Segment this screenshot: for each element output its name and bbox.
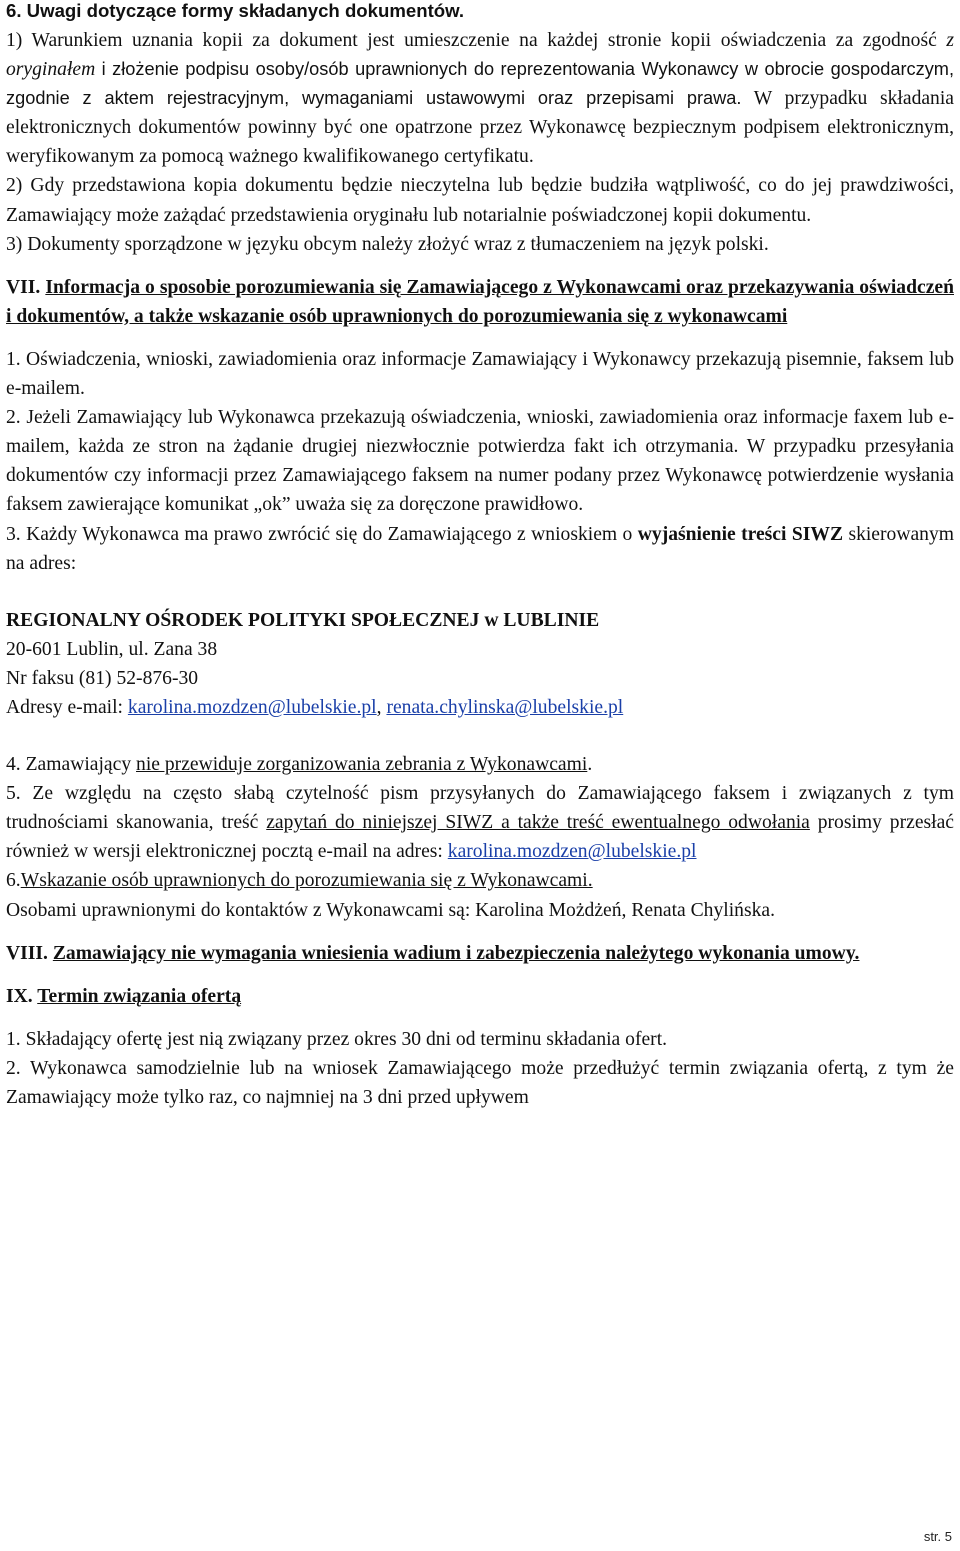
section-7-title: Informacja o sposobie porozumiewania się Zamawiającego z Wykonawcami oraz przekazywania oświadczeń i dokumentów, a także wskazanie osób uprawnionych do porozumiewania się z wykonawcami: [6, 276, 954, 327]
section-6-paragraph-2: 2) Gdy przedstawiona kopia dokumentu będzie nieczytelna lub będzie budziła wątpliwość, co do jej prawdziwości, Zamawiający może zażądać przedstawienia oryginału lub notarialnie poświadczonej kopii dokumentu.: [6, 175, 954, 226]
section-7-item-5: [6, 779, 954, 866]
item-5-text-a: 5. Ze względu na często słabą czytelność pism przysyłanych do Zamawiającego faksem i związanych z tym trudnościami skanowania, treść: [6, 783, 954, 834]
item-3-bold: wyjaśnienie treści SIWZ: [637, 523, 844, 545]
section-7-heading: [6, 273, 954, 331]
item-3-text-b: skierowanym na adres:: [6, 523, 955, 574]
p1-text-b: i złożenie podpisu osoby/osób uprawnionych do reprezentowania Wykonawcy w obrocie gospodarczym, zgodnie z aktem rejestracyjnym, wymaganiami ustawowymi oraz przepisami prawa.: [6, 59, 954, 109]
item-4-text-a: 4. Zamawiający: [6, 754, 132, 776]
section-7-item-3: [6, 520, 954, 578]
p1-italic: z oryginałem: [6, 30, 954, 81]
section-6-paragraph-3: 3) Dokumenty sporządzone w języku obcym należy złożyć wraz z tłumaczeniem na język polski.: [6, 233, 769, 255]
item-4-text-b: .: [587, 754, 593, 776]
section-7-item-4: [6, 750, 954, 779]
item-5-text-b: prosimy przesłać również w wersji elektronicznej pocztą e-mail na adres:: [6, 812, 954, 863]
email-label: Adresy e-mail:: [6, 696, 123, 718]
section-9-item-1: 1. Składający ofertę jest nią związany przez okres 30 dni od terminu składania ofert.: [6, 1028, 668, 1050]
section-9-item-2: 2. Wykonawca samodzielnie lub na wniosek Zamawiającego może przedłużyć termin związania ofertą, z tym że Zamawiający może tylko raz, co najmniej na 3 dni przed upływem: [6, 1057, 954, 1108]
organization-emails: [6, 693, 954, 722]
section-9-title: Termin związania ofertą: [37, 985, 242, 1007]
section-8-number: VIII.: [6, 942, 48, 964]
item-6-underlined: Wskazanie osób uprawnionych do porozumiewania się z Wykonawcami.: [20, 870, 593, 892]
section-9-number: IX.: [6, 985, 33, 1007]
section-9-heading: [6, 982, 954, 1011]
section-6-heading: 6. Uwagi dotyczące formy składanych dokumentów.: [6, 0, 465, 21]
p1-text-c: W przypadku składania elektronicznych dokumentów powinny być one opatrzone przez Wykonawcę bezpiecznym podpisem elektronicznym, weryfikowanym za pomocą ważnego kwalifikowanego certyfikatu.: [6, 88, 954, 168]
organization-fax: Nr faksu (81) 52-876-30: [6, 667, 199, 689]
item-4-underlined: nie przewiduje zorganizowania zebrania z Wykonawcami: [136, 754, 588, 776]
email-link-karolina[interactable]: karolina.mozdzen@lubelskie.pl: [127, 696, 377, 718]
section-6-paragraph-1: [6, 26, 954, 171]
organization-address: 20-601 Lublin, ul. Zana 38: [6, 638, 218, 660]
section-7-item-6-text: Osobami uprawnionymi do kontaktów z Wykonawcami są: Karolina Możdżeń, Renata Chylińska.: [6, 899, 775, 921]
section-7-item-1: 1. Oświadczenia, wnioski, zawiadomienia oraz informacje Zamawiający i Wykonawcy przekazują pisemnie, faksem lub e-mailem.: [6, 348, 954, 400]
item-3-text-a: 3. Każdy Wykonawca ma prawo zwrócić się do Zamawiającego z wnioskiem o: [6, 523, 633, 545]
section-8-heading: [6, 939, 954, 968]
section-7-number: VII.: [6, 276, 41, 298]
item-6-number: 6.: [6, 870, 21, 892]
email-link-karolina-2[interactable]: karolina.mozdzen@lubelskie.pl: [447, 841, 697, 863]
email-link-renata[interactable]: renata.chylinska@lubelskie.pl: [386, 696, 624, 718]
section-7-item-2: 2. Jeżeli Zamawiający lub Wykonawca przekazują oświadczenia, wnioski, zawiadomienia oraz informacje faxem lub e-mailem, każda ze stron na żądanie drugiej niezwłocznie potwierdza fakt ich otrzymania. W przypadku przesyłania dokumentów czy informacji przez Zamawiającego faksem na numer podany przez Wykonawcę potwierdzenie wysłania faksem zawierające komunikat „ok” uważa się za doręczone prawidłowo.: [6, 407, 954, 516]
p1-text-a: 1) Warunkiem uznania kopii za dokument jest umieszczenie na każdej stronie kopii oświadczenia za zgodność: [6, 30, 937, 51]
section-7-item-6-heading: [6, 866, 954, 895]
page-number: str. 5: [923, 1529, 952, 1544]
section-8-title: Zamawiający nie wymagania wniesienia wadium i zabezpieczenia należytego wykonania umowy.: [52, 942, 860, 964]
organization-name: REGIONALNY OŚRODEK POLITYKI SPOŁECZNEJ w LUBLINIE: [6, 609, 600, 631]
email-separator: ,: [376, 696, 382, 718]
item-5-underlined: zapytań do niniejszej SIWZ a także treść ewentualnego odwołania: [266, 812, 810, 834]
